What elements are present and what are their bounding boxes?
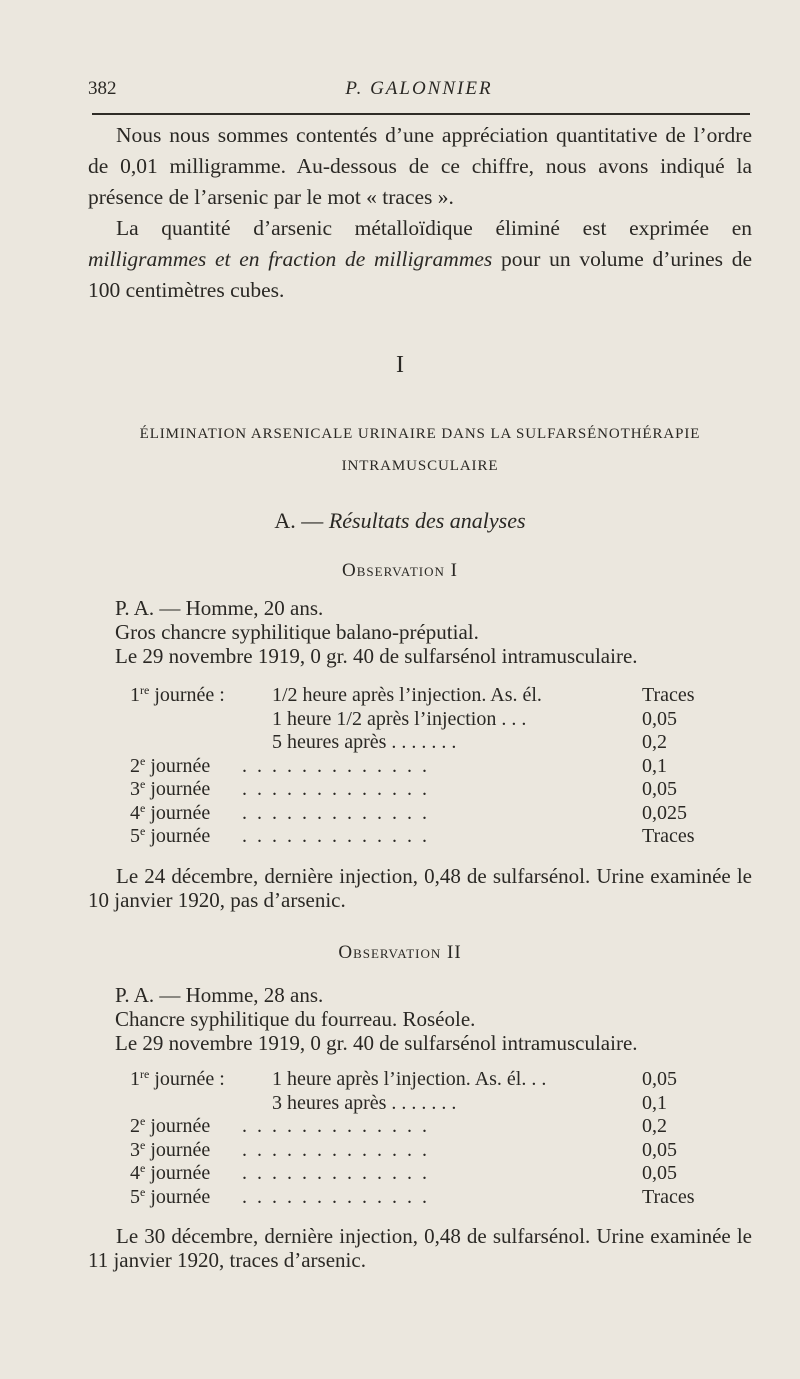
result-value: 0,025 xyxy=(642,801,687,824)
result-day-label: journée xyxy=(145,801,211,824)
observation-1-treatment: Le 29 novembre 1919, 0 gr. 40 de sulfarsénol intramusculaire. xyxy=(115,644,638,668)
section-title-line-2: INTRAMUSCULAIRE xyxy=(341,458,499,474)
result-day xyxy=(130,1115,210,1139)
observation-2-conclusion xyxy=(88,1224,752,1272)
result-day-label: journée xyxy=(145,778,211,800)
running-head-author: P. GALONNIER xyxy=(345,78,493,99)
result-day xyxy=(130,684,225,708)
result-day xyxy=(130,755,210,779)
leader-dots: . . . . . . . . . . . . . xyxy=(242,1115,430,1137)
intro-text xyxy=(88,120,752,306)
leader-dots: . . . . . . . . . . . . . xyxy=(242,801,430,824)
result-row xyxy=(130,778,705,802)
leader-dots: . . . . . . . . . . . . . xyxy=(242,754,430,777)
result-row xyxy=(130,708,705,732)
observation-2-results xyxy=(130,1068,705,1209)
result-value: 0,05 xyxy=(642,1138,677,1161)
observation-1-title: Observation I xyxy=(342,560,458,581)
leader-dots: . . . . . . . . . . . . . xyxy=(242,1138,430,1161)
result-value: 0,05 xyxy=(642,707,677,730)
result-day-ordinal: e xyxy=(140,753,146,768)
observation-2-treatment: Le 29 novembre 1919, 0 gr. 40 de sulfarsénol intramusculaire. xyxy=(115,1031,638,1055)
result-value: 0,05 xyxy=(642,1162,677,1184)
result-day-number: 3 xyxy=(130,1138,140,1161)
result-day-number: 4 xyxy=(130,801,140,824)
observation-1-conclusion-text: Le 24 décembre, dernière injection, 0,48 de sulfarsénol. Urine examinée le 10 janvier 1920, pas d’arsenic. xyxy=(88,864,752,912)
result-day-number: 5 xyxy=(130,1185,140,1208)
intro-paragraph-2-italic: milligrammes et en fraction de milligrammes xyxy=(88,247,493,271)
result-row xyxy=(130,755,705,779)
leader-dots: . . . . . . . . . . . . . xyxy=(242,1162,430,1184)
result-value: 0,05 xyxy=(642,1068,677,1090)
result-timepoint: 1 heure après l’injection. As. él. . . xyxy=(272,1068,547,1090)
header-rule xyxy=(92,113,750,115)
result-day-label: journée xyxy=(145,1115,211,1137)
result-day-ordinal: re xyxy=(140,683,150,697)
section-number: I xyxy=(396,352,404,378)
observation-1-patient: P. A. — Homme, 20 ans. xyxy=(115,596,324,620)
intro-paragraph-2 xyxy=(88,213,752,306)
running-head xyxy=(88,78,750,104)
intro-paragraph-1: Nous nous sommes contentés d’une appréciation quantitative de l’ordre de 0,01 milligramme. Au-dessous de ce chiffre, nous avons indiqué la présence de l’arsenic par le mot « traces ». xyxy=(88,123,752,209)
result-day-number: 5 xyxy=(130,825,140,847)
result-day-ordinal: e xyxy=(140,824,146,838)
observation-1-diagnosis: Gros chancre syphilitique balano-préputial. xyxy=(115,620,479,644)
result-day-label: journée : xyxy=(149,684,225,706)
page-number: 382 xyxy=(88,78,117,99)
result-day-label: journée xyxy=(145,1185,211,1208)
result-day-ordinal: re xyxy=(140,1067,150,1081)
result-day-number: 1 xyxy=(130,684,140,706)
result-timepoint: 1/2 heure après l’injection. As. él. xyxy=(272,684,542,706)
result-row xyxy=(130,825,705,849)
subsection-heading: Résultats des analyses xyxy=(328,508,526,533)
result-day xyxy=(130,778,210,802)
result-value: 0,2 xyxy=(642,731,667,753)
subsection-title xyxy=(0,508,800,534)
result-day-ordinal: e xyxy=(140,1137,146,1152)
result-day xyxy=(130,802,210,826)
result-row xyxy=(130,1186,705,1210)
result-value: 0,05 xyxy=(642,778,677,800)
result-timepoint: 3 heures après . . . . . . . xyxy=(272,1091,457,1114)
result-row xyxy=(130,1115,705,1139)
result-value: Traces xyxy=(642,825,695,847)
intro-paragraph-2-start: La quantité d’arsenic métalloïdique éliminé est exprimée en xyxy=(116,216,752,240)
result-row xyxy=(130,684,705,708)
result-day-number: 3 xyxy=(130,778,140,800)
leader-dots: . . . . . . . . . . . . . xyxy=(242,778,430,800)
result-row xyxy=(130,1162,705,1186)
result-day-number: 1 xyxy=(130,1068,140,1090)
result-timepoint: 1 heure 1/2 après l’injection . . . xyxy=(272,707,527,730)
result-row xyxy=(130,1092,705,1116)
observation-1-results xyxy=(130,684,705,849)
observation-2-diagnosis: Chancre syphilitique du fourreau. Roséole. xyxy=(115,1007,476,1031)
result-value: 0,2 xyxy=(642,1115,667,1137)
observation-2-conclusion-text: Le 30 décembre, dernière injection, 0,48 de sulfarsénol. Urine examinée le 11 janvier 1920, traces d’arsenic. xyxy=(88,1224,752,1272)
result-value: 0,1 xyxy=(642,754,667,777)
result-day-label: journée xyxy=(145,754,211,777)
section-title xyxy=(88,418,752,482)
result-day xyxy=(130,825,210,849)
leader-dots: . . . . . . . . . . . . . xyxy=(242,825,430,847)
section-title-line-1: ÉLIMINATION ARSENICALE URINAIRE DANS LA SULFARSÉNOTHÉRAPIE xyxy=(139,426,701,442)
result-value: Traces xyxy=(642,684,695,706)
result-day-ordinal: e xyxy=(140,1161,146,1175)
result-row xyxy=(130,1139,705,1163)
observation-2-title: Observation II xyxy=(338,942,462,963)
result-value: 0,1 xyxy=(642,1091,667,1114)
observation-2-description xyxy=(115,983,755,1055)
result-day-ordinal: e xyxy=(140,800,146,815)
result-day-number: 2 xyxy=(130,1115,140,1137)
result-day-ordinal: e xyxy=(140,1184,146,1199)
result-row xyxy=(130,802,705,826)
intro-paragraph-2-end: pour un volume d’urines de 100 centimètres cubes. xyxy=(88,247,752,302)
result-day-label: journée xyxy=(145,825,211,847)
result-row xyxy=(130,1068,705,1092)
result-day-ordinal: e xyxy=(140,777,146,791)
result-day-label: journée xyxy=(145,1162,211,1184)
result-day xyxy=(130,1186,210,1210)
result-day xyxy=(130,1139,210,1163)
result-day-number: 2 xyxy=(130,754,140,777)
result-day-label: journée : xyxy=(149,1068,225,1090)
result-day-ordinal: e xyxy=(140,1114,146,1128)
leader-dots: . . . . . . . . . . . . . xyxy=(242,1185,430,1208)
result-day xyxy=(130,1162,210,1186)
result-timepoint: 5 heures après . . . . . . . xyxy=(272,731,457,753)
observation-1-description xyxy=(115,596,755,668)
result-value: Traces xyxy=(642,1185,695,1208)
result-day-number: 4 xyxy=(130,1162,140,1184)
result-row xyxy=(130,731,705,755)
observation-1-conclusion xyxy=(88,864,752,912)
subsection-prefix: A. — xyxy=(274,508,329,533)
result-day xyxy=(130,1068,225,1092)
observation-2-patient: P. A. — Homme, 28 ans. xyxy=(115,983,324,1007)
result-day-label: journée xyxy=(145,1138,211,1161)
